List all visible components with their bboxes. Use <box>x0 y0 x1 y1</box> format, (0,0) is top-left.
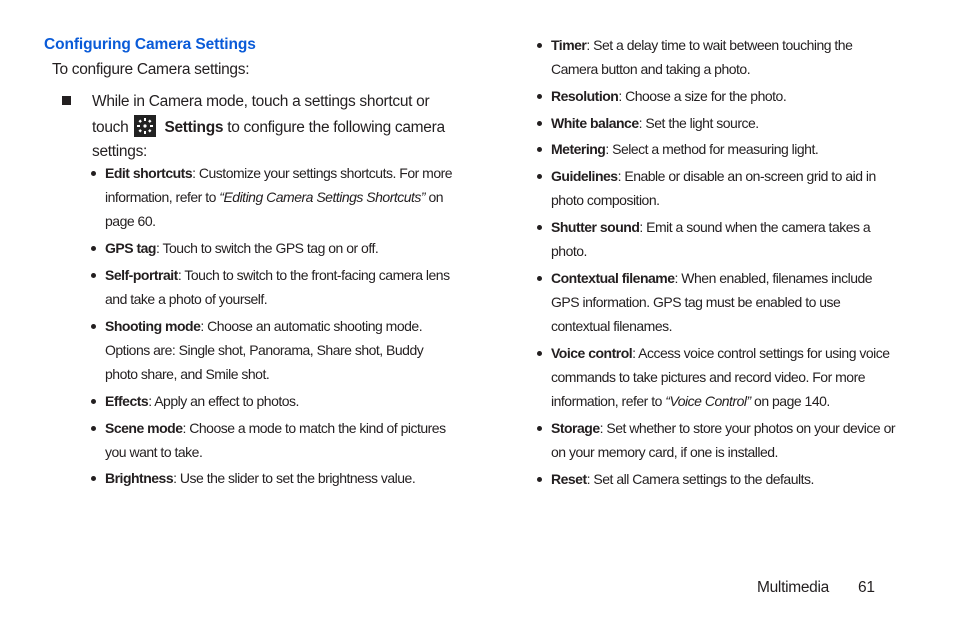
left-settings-list <box>91 161 453 493</box>
intro-text: To configure Camera settings: <box>52 61 250 78</box>
gear-icon <box>134 115 156 137</box>
cross-reference-link[interactable]: “Editing Camera Settings Shortcuts” <box>219 189 426 206</box>
right-settings-list <box>537 33 899 494</box>
list-item-shooting-mode: Shooting mode: Choose an automatic shooting mode. Options are: Single shot, Panorama, Share shot, Buddy photo share, and Smile shot. <box>91 314 453 387</box>
list-item-contextual-filename: Contextual filename: When enabled, filenames include GPS information. GPS tag must be enabled to use contextual filenames. <box>537 266 899 339</box>
list-item-shutter-sound: Shutter sound: Emit a sound when the camera takes a photo. <box>537 215 899 263</box>
list-item-gps-tag: GPS tag: Touch to switch the GPS tag on or off. <box>91 236 453 260</box>
list-item-white-balance: White balance: Set the light source. <box>537 111 899 135</box>
list-item-voice-control: Voice control: Access voice control settings for using voice commands to take pictures and record video. For more information, refer to “Voice Control” on page 140. <box>537 341 899 414</box>
list-item-effects: Effects: Apply an effect to photos. <box>91 389 453 413</box>
section-heading: Configuring Camera Settings <box>44 36 256 53</box>
footer-section-name: Multimedia <box>757 579 829 596</box>
list-item-metering: Metering: Select a method for measuring light. <box>537 137 899 161</box>
list-item-self-portrait: Self-portrait: Touch to switch to the front-facing camera lens and take a photo of yourself. <box>91 263 453 311</box>
list-item-guidelines: Guidelines: Enable or disable an on-screen grid to aid in photo composition. <box>537 164 899 212</box>
step-instruction <box>62 90 452 165</box>
footer-page-number: 61 <box>858 579 875 596</box>
step-prefix: While in Camera mode, touch a settings shortcut or touch <box>92 93 430 136</box>
list-item-brightness: Brightness: Use the slider to set the brightness value. <box>91 466 453 490</box>
cross-reference-link[interactable]: “Voice Control” <box>665 393 751 410</box>
list-item-storage: Storage: Set whether to store your photos on your device or on your memory card, if one is installed. <box>537 416 899 464</box>
settings-label: Settings <box>164 118 224 136</box>
list-item-edit-shortcuts: Edit shortcuts: Customize your settings shortcuts. For more information, refer to “Editing Camera Settings Shortcuts” on page 60. <box>91 161 453 234</box>
list-item-scene-mode: Scene mode: Choose a mode to match the kind of pictures you want to take. <box>91 416 453 464</box>
list-item-reset: Reset: Set all Camera settings to the defaults. <box>537 467 899 491</box>
list-item-resolution: Resolution: Choose a size for the photo. <box>537 84 899 108</box>
step-suffix: to configure the following camera settings: <box>92 118 445 160</box>
list-item-timer: Timer: Set a delay time to wait between touching the Camera button and taking a photo. <box>537 33 899 81</box>
square-bullet-icon <box>62 96 71 105</box>
